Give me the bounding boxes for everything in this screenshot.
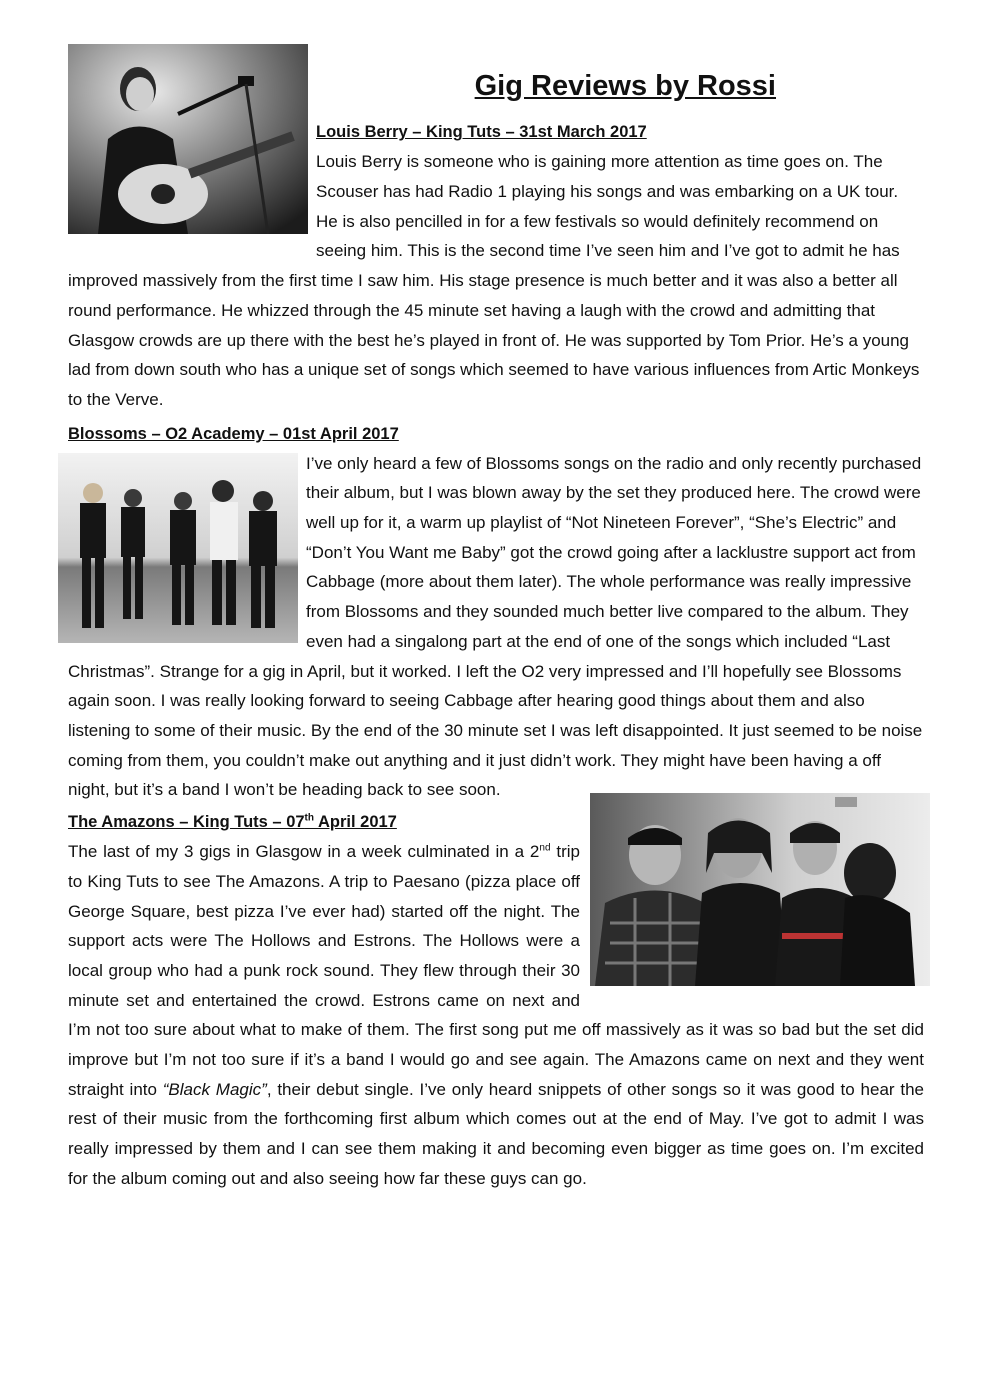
review-heading-blossoms: Blossoms – O2 Academy – 01st April 2017 <box>68 424 399 443</box>
document-page <box>68 58 924 1194</box>
review-heading-the-amazons: The Amazons – King Tuts – 07th April 2017 <box>68 812 397 832</box>
review-body-blossoms: I’ve only heard a few of Blossoms songs on the radio and only recently purchased their album, but I was blown away by the set they produced here. The crowd were well up for it, a warm up playlist of “Not Nineteen Forever”, “She’s Electric” and “Don’t You Want me Baby” got the crowd going after a lacklustre support act from Cabbage (more about them later). The whole performance was really impressive from Blossoms and they sounded much better live compared to the album. They even had a singalong part at the end of one of the songs which included “Last Christmas”. Strange for a gig in April, but it worked. I left the O2 very impressed and I’ll hopefully see Blossoms again soon. I was really looking forward to seeing Cabbage after hearing good things about them and also listening to some of their music. By the end of the 30 minute set I was left disappointed. It just seemed to be noise coming from them, you couldn’t make out anything and it just didn’t work. They might have been having a off night, but it’s a band I won’t be heading back to see soon. <box>68 453 923 800</box>
page-title: Gig Reviews by Rossi <box>474 70 776 102</box>
review-body-the-amazons: The last of my 3 gigs in Glasgow in a week culminated in a 2nd trip to King Tuts to see The Amazons. A trip to Paesano (pizza place off George Square, best pizza I’ve ever had) started off the night. The support acts were The Hollows and Estrons. The Hollows were a local group who had a punk rock sound. They flew through their 30 minute set and entertained the crowd. Estrons came on next and I’m not too sure about what to make of them. The first song put me off massively as it was so bad but the set did improve but I’m not too sure if it’s a band I would go and see again. The Amazons came on next and they went straight into “Black Magic”, their debut single. I’ve only heard snippets of other songs so it was good to hear the rest of their music from the forthcoming first album which comes out at the end of May. I’ve got to admit I was really impressed by them and I can see them making it and becoming even bigger as time goes on. I’m excited for the album coming out and also seeing how far these guys can go. <box>68 842 924 1188</box>
review-body-louis-berry: Louis Berry is someone who is gaining more attention as time goes on. The Scouser has had Radio 1 playing his songs and was embarking on a UK tour. He is also pencilled in for a few festivals so would definitely recommend on seeing him. This is the second time I’ve seen him and I’ve got to admit he has improved massively from the first time I saw him. His stage presence is much better and it was also a better all round performance. He whizzed through the 45 minute set having a laugh with the crowd and admitting that Glasgow crowds are up there with the best he’s played in front of. He was supported by Tom Prior. He’s a young lad from down south who has a unique set of songs which seemed to have various influences from Artic Monkeys to the Verve. <box>68 152 920 409</box>
louis-berry-photo <box>68 44 308 234</box>
blossoms-photo <box>58 453 298 643</box>
the-amazons-photo <box>590 793 930 986</box>
review-heading-louis-berry: Louis Berry – King Tuts – 31st March 2017 <box>316 123 647 142</box>
